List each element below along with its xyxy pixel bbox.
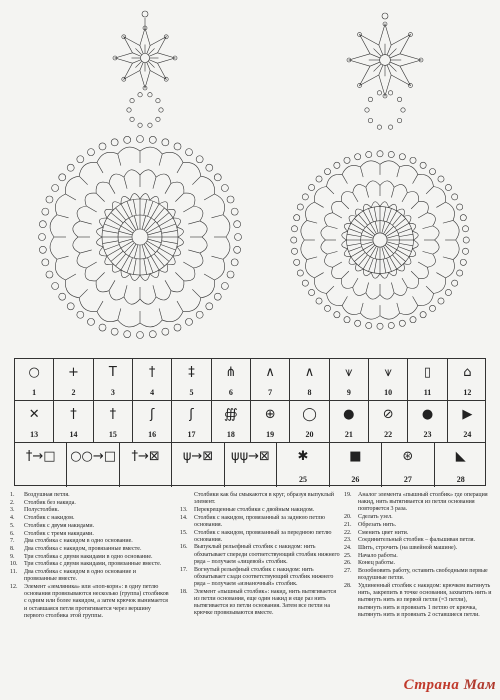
legend-symbol: ● — [343, 407, 355, 422]
legend-cell — [330, 443, 382, 487]
note-item — [180, 492, 340, 506]
note-item — [344, 492, 492, 514]
legend-cell — [277, 443, 329, 487]
legend-cell — [15, 443, 67, 487]
legend-cell — [330, 359, 369, 400]
notes-column-2 — [180, 492, 340, 618]
note-text: Воздушная петля. — [24, 492, 70, 498]
legend-number: 11 — [423, 388, 432, 397]
note-text: Элемент «пышный столбик»: накид, нить вытягивается из петли основания, еще один накид и еще раз нить вытягивается из петли основания. Затем все петли на крючке провязываются вместе. — [194, 588, 336, 617]
note-text: Конец работы. — [358, 560, 396, 567]
legend-number: 2 — [71, 388, 76, 397]
note-item — [344, 568, 492, 582]
legend-symbol: †→□ — [25, 449, 56, 464]
legend-cell — [172, 401, 211, 442]
legend-symbol: ⋔ — [225, 365, 237, 380]
legend-cell — [172, 443, 224, 487]
legend-symbol: ⊘ — [382, 407, 394, 422]
legend-cell — [448, 359, 487, 400]
note-text: Сделать узел. — [358, 514, 393, 521]
legend-symbol: ʃ — [149, 407, 155, 422]
symbol-legend-table — [14, 358, 486, 486]
legend-notes — [10, 492, 490, 692]
legend-symbol: ∰ — [223, 407, 238, 422]
note-item — [10, 523, 170, 530]
note-text: Столбик с накидом. — [24, 515, 75, 522]
note-number: 15. — [180, 529, 188, 536]
note-number: 2. — [10, 499, 15, 506]
legend-symbol: ⊕ — [264, 407, 276, 422]
legend-symbol: ● — [421, 407, 434, 422]
legend-symbol: ψ→⊠ — [182, 449, 214, 464]
legend-symbol: T — [108, 365, 117, 380]
note-text: Возобновить работу, оставить свободными первые воздушные петли. — [358, 568, 488, 582]
legend-symbol: ◣ — [455, 449, 466, 464]
legend-number: 28 — [456, 475, 465, 484]
legend-cell — [369, 359, 408, 400]
note-item — [10, 554, 170, 561]
note-item — [10, 569, 170, 583]
legend-cell — [212, 401, 251, 442]
legend-cell — [225, 443, 277, 487]
note-text: Полустолбик. — [24, 507, 60, 514]
legend-cell — [290, 401, 329, 442]
note-number: 6. — [10, 530, 15, 537]
note-text: Три столбика с двумя накидами в одно основание. — [24, 553, 153, 560]
legend-symbol: ⩛ — [345, 365, 353, 380]
note-number: 19. — [344, 492, 352, 498]
note-text: Аналог элемента «пышный столбик» где операция накид, нить вытягивается из петли основания повторяется 3 раза. — [358, 492, 488, 513]
legend-symbol: ‡ — [188, 365, 195, 380]
legend-row-2 — [15, 401, 485, 443]
note-number: 4. — [10, 515, 15, 522]
note-text: Столбик с двумя накидами. — [24, 522, 95, 529]
note-text: Два столбика с накидом, провязанные вместе. — [24, 545, 142, 552]
legend-cell — [382, 443, 434, 487]
note-item — [344, 537, 492, 544]
note-text: Два столбика с накидом в одно основание. — [24, 538, 133, 545]
legend-number: 23 — [423, 430, 432, 439]
notes-column-3 — [344, 492, 492, 619]
legend-symbol: ▯ — [423, 365, 432, 380]
note-item — [180, 567, 340, 589]
legend-cell — [172, 359, 211, 400]
legend-symbol: ⊛ — [402, 449, 414, 464]
note-item — [344, 530, 492, 537]
legend-number: 22 — [384, 430, 393, 439]
legend-symbol: ◯ — [302, 407, 317, 422]
legend-symbol: + — [68, 365, 79, 380]
legend-number: 25 — [298, 475, 307, 484]
legend-number: 1 — [32, 388, 37, 397]
note-item — [180, 589, 340, 618]
legend-symbol: ʃ — [189, 407, 194, 422]
note-number: 25. — [344, 552, 352, 559]
legend-cell — [408, 359, 447, 400]
note-text: Столбик с накидом, провязанный за заднюю петлю основания. — [194, 514, 325, 528]
note-item — [344, 522, 492, 529]
note-number: 12. — [10, 583, 18, 590]
legend-cell — [54, 359, 93, 400]
legend-symbol: ⩛ — [384, 365, 392, 380]
note-item — [344, 560, 492, 567]
legend-symbol: † — [70, 407, 77, 422]
note-number: 7. — [10, 538, 15, 545]
legend-symbol: ○ — [28, 365, 40, 380]
note-text: Столбик с тремя накидами. — [24, 530, 94, 537]
legend-number: 10 — [384, 388, 393, 397]
note-number: 27. — [344, 568, 352, 575]
note-number: 16. — [180, 544, 188, 551]
legend-number: 4 — [150, 388, 155, 397]
legend-cell — [15, 359, 54, 400]
note-text: Столбик с накидом, провязанный за переднюю петлю основания. — [194, 529, 332, 543]
note-item — [344, 545, 492, 552]
legend-cell — [133, 401, 172, 442]
note-text: Шить, строчить (на швейной машине). — [358, 544, 458, 551]
note-text: Удлиненный столбик с накидом: крючком вытянуть нить, закрепить в точке основания, захватить нить и вытянуть нить из первой петли (=3 петли), вытянуть нить и провязать 1 петлю от крючка, вытянуть нить и провязать 2 оставшиеся петли. — [358, 582, 492, 618]
note-number: 28. — [344, 582, 352, 589]
legend-number: 17 — [187, 430, 196, 439]
note-text: Элемент «земляника» или «поп-корн»: в одну петлю основания провязываются несколько (группа) столбиков с одним или более накидом, а затем крючок вынимается и оставшаяся петля протягивается через вершину первого столбика этой группы. — [24, 583, 169, 619]
note-item — [10, 515, 170, 522]
note-item — [10, 492, 170, 499]
note-text: Начало работы. — [358, 552, 398, 559]
legend-symbol: ▶ — [462, 407, 473, 422]
legend-number: 6 — [228, 388, 233, 397]
note-number: 3. — [10, 507, 15, 514]
legend-number: 5 — [189, 388, 194, 397]
note-number: 8. — [10, 545, 15, 552]
legend-symbol: ■ — [349, 449, 362, 464]
note-number: 20. — [344, 514, 352, 521]
note-text: Столбик без накида. — [24, 499, 76, 506]
legend-symbol: † — [109, 407, 117, 422]
legend-cell — [120, 443, 172, 487]
notes-column-1 — [10, 492, 170, 620]
legend-number: 20 — [305, 430, 314, 439]
legend-cell — [94, 401, 133, 442]
note-item — [180, 544, 340, 566]
legend-cell — [212, 359, 251, 400]
note-number: 9. — [10, 553, 15, 560]
legend-number: 21 — [344, 430, 353, 439]
legend-cell — [15, 401, 54, 442]
legend-number: 18 — [226, 430, 235, 439]
legend-number: 15 — [108, 430, 117, 439]
legend-number: 14 — [69, 430, 78, 439]
legend-cell — [330, 401, 369, 442]
legend-number: 13 — [30, 430, 39, 439]
legend-symbol: ∧ — [304, 365, 315, 380]
note-item — [10, 500, 170, 507]
note-item — [10, 538, 170, 545]
legend-number: 8 — [307, 388, 312, 397]
legend-cell — [94, 359, 133, 400]
note-item — [10, 507, 170, 514]
legend-cell — [290, 359, 329, 400]
note-number: 5. — [10, 522, 15, 529]
note-text: Столбики как бы смыкаются в круг, образуя выпуклый элемент. — [194, 492, 335, 506]
note-item — [180, 515, 340, 529]
note-number: 26. — [344, 560, 352, 567]
legend-number: 27 — [403, 475, 412, 484]
legend-cell — [408, 401, 447, 442]
note-text: Три столбика с двумя накидами, провязанные вместе. — [24, 561, 162, 568]
note-text: Обрезать нить. — [358, 521, 397, 528]
legend-number: 12 — [463, 388, 472, 397]
legend-symbol: † — [148, 365, 156, 380]
legend-cell — [251, 359, 290, 400]
legend-symbol: ∧ — [265, 365, 275, 380]
legend-number: 3 — [110, 388, 115, 397]
legend-row-1 — [15, 359, 485, 401]
note-text: Вогнутый рельефный столбик с накидом: нить обхватывает сзади соответствующий столбик нижнего ряда – получаем «изнаночный» столбик. — [194, 566, 334, 587]
site-watermark — [404, 677, 496, 694]
note-item — [10, 531, 170, 538]
note-number: 1. — [10, 492, 15, 498]
note-item — [180, 530, 340, 544]
legend-cell — [54, 401, 93, 442]
note-text: Перекрещенные столбики с двойным накидом. — [194, 506, 315, 513]
legend-cell — [448, 401, 487, 442]
note-number: 23. — [344, 537, 352, 544]
note-number: 22. — [344, 529, 352, 536]
legend-cell — [67, 443, 119, 487]
note-item — [344, 553, 492, 560]
legend-symbol: ✱ — [297, 449, 309, 464]
note-text: Выпуклый рельефный столбик с накидом: нить обхватывает спереди соответствующий столбик нижнего ряда – получаем «лицевой» столбик. — [194, 544, 340, 565]
legend-row-3 — [15, 443, 485, 487]
legend-symbol: ψψ→⊠ — [231, 449, 270, 464]
watermark-part2: Мам — [463, 677, 496, 693]
note-number: 14. — [180, 514, 188, 521]
note-item — [344, 583, 492, 619]
legend-symbol: ○○→□ — [70, 449, 117, 464]
legend-cell — [435, 443, 487, 487]
legend-number: 7 — [268, 388, 273, 397]
note-number: 21. — [344, 521, 352, 528]
note-number: 11. — [10, 569, 18, 576]
watermark-part1: Страна — [403, 677, 464, 693]
note-number: 18. — [180, 588, 188, 595]
note-text: Два столбика с накидом в одно основание и провязанные вместе. — [24, 569, 136, 583]
legend-cell — [369, 401, 408, 442]
legend-symbol: ⌂ — [463, 365, 472, 380]
legend-cell — [133, 359, 172, 400]
legend-symbol: ✕ — [28, 407, 40, 422]
legend-number: 19 — [266, 430, 275, 439]
note-number: 17. — [180, 566, 188, 573]
note-text: Соединительный столбик – фальшивая петля. — [358, 537, 476, 544]
legend-number: 26 — [351, 475, 360, 484]
note-item — [10, 546, 170, 553]
note-number: 10. — [10, 561, 18, 568]
note-item — [180, 507, 340, 514]
note-number: 13. — [180, 506, 188, 513]
legend-number: 16 — [148, 430, 157, 439]
legend-symbol: †→⊠ — [131, 449, 160, 464]
legend-number: 24 — [463, 430, 472, 439]
legend-cell — [251, 401, 290, 442]
note-item — [10, 561, 170, 568]
note-item — [344, 514, 492, 521]
note-text: Сменить цвет нити. — [358, 529, 409, 536]
note-number: 24. — [344, 544, 352, 551]
note-item — [10, 584, 170, 620]
legend-number: 9 — [346, 388, 351, 397]
